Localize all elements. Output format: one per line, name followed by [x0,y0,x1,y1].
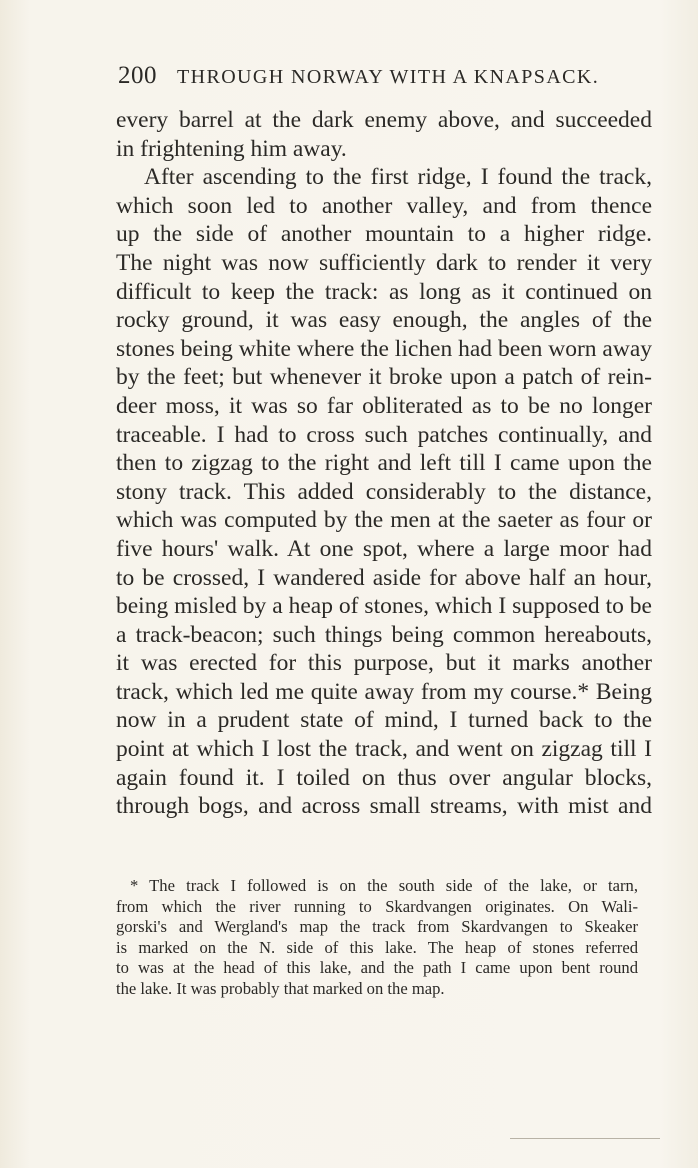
footnote-line: is marked on the N. side of this lake. The heap of stones referred [116,937,638,957]
text-line: a track-beacon; such things being common hereabouts, [116,621,652,648]
body-text [116,106,652,821]
bottom-rule [510,1138,660,1139]
text-line: rocky ground, it was easy enough, the angles of the [116,307,652,334]
text-line: every barrel at the dark enemy above, and succeeded [116,107,652,133]
text-line: then to zigzag to the right and left till I came upon the [116,450,652,477]
text-line: difficult to keep the track: as long as it continued on [116,278,652,305]
text-line: up the side of another mountain to a higher ridge. [116,221,652,248]
text-line: The night was now sufficiently dark to render it very [116,249,652,276]
page-header [118,62,658,98]
text-line: deer moss, it was so far obliterated as to be no longer [116,392,652,419]
text-line: stones being white where the lichen had been worn away [116,335,652,362]
text-line: traceable. I had to cross such patches continually, and [116,421,652,448]
text-line: it was erected for this purpose, but it marks another [116,650,652,677]
footnote [116,876,638,1000]
text-line: being misled by a heap of stones, which I supposed to be [116,593,652,620]
text-line: which was computed by the men at the saeter as four or [116,507,652,534]
text-line: After ascending to the first ridge, I found the track, [144,164,652,191]
footnote-line: from which the river running to Skardvangen originates. On Wali- [116,896,638,916]
text-line: in frightening him away. [116,135,347,162]
text-line: through bogs, and across small streams, with mist and [116,793,652,820]
text-line: to be crossed, I wandered aside for above half an hour, [116,564,652,591]
text-line: again found it. I toiled on thus over angular blocks, [116,764,652,791]
text-line: by the feet; but whenever it broke upon a patch of rein- [116,364,652,391]
text-line: which soon led to another valley, and from thence [116,192,652,219]
text-line: five hours' walk. At one spot, where a large moor had [116,535,652,562]
footnote-line: the lake. It was probably that marked on the map. [116,978,445,998]
footnote-line: gorski's and Wergland's map the track from Skardvangen to Skeaker [116,917,638,937]
footnote-line: * The track I followed is on the south side of the lake, or tarn, [130,876,638,895]
running-title: THROUGH NORWAY WITH A KNAPSACK. [177,66,600,88]
page-number: 200 [118,62,157,89]
text-line: point at which I lost the track, and went on zigzag till I [116,736,652,763]
footnote-line: to was at the head of this lake, and the path I came upon bent round [116,958,638,978]
text-line: stony track. This added considerably to the distance, [116,478,652,505]
text-line: track, which led me quite away from my course.* Being [116,678,652,705]
text-line: now in a prudent state of mind, I turned back to the [116,707,652,734]
